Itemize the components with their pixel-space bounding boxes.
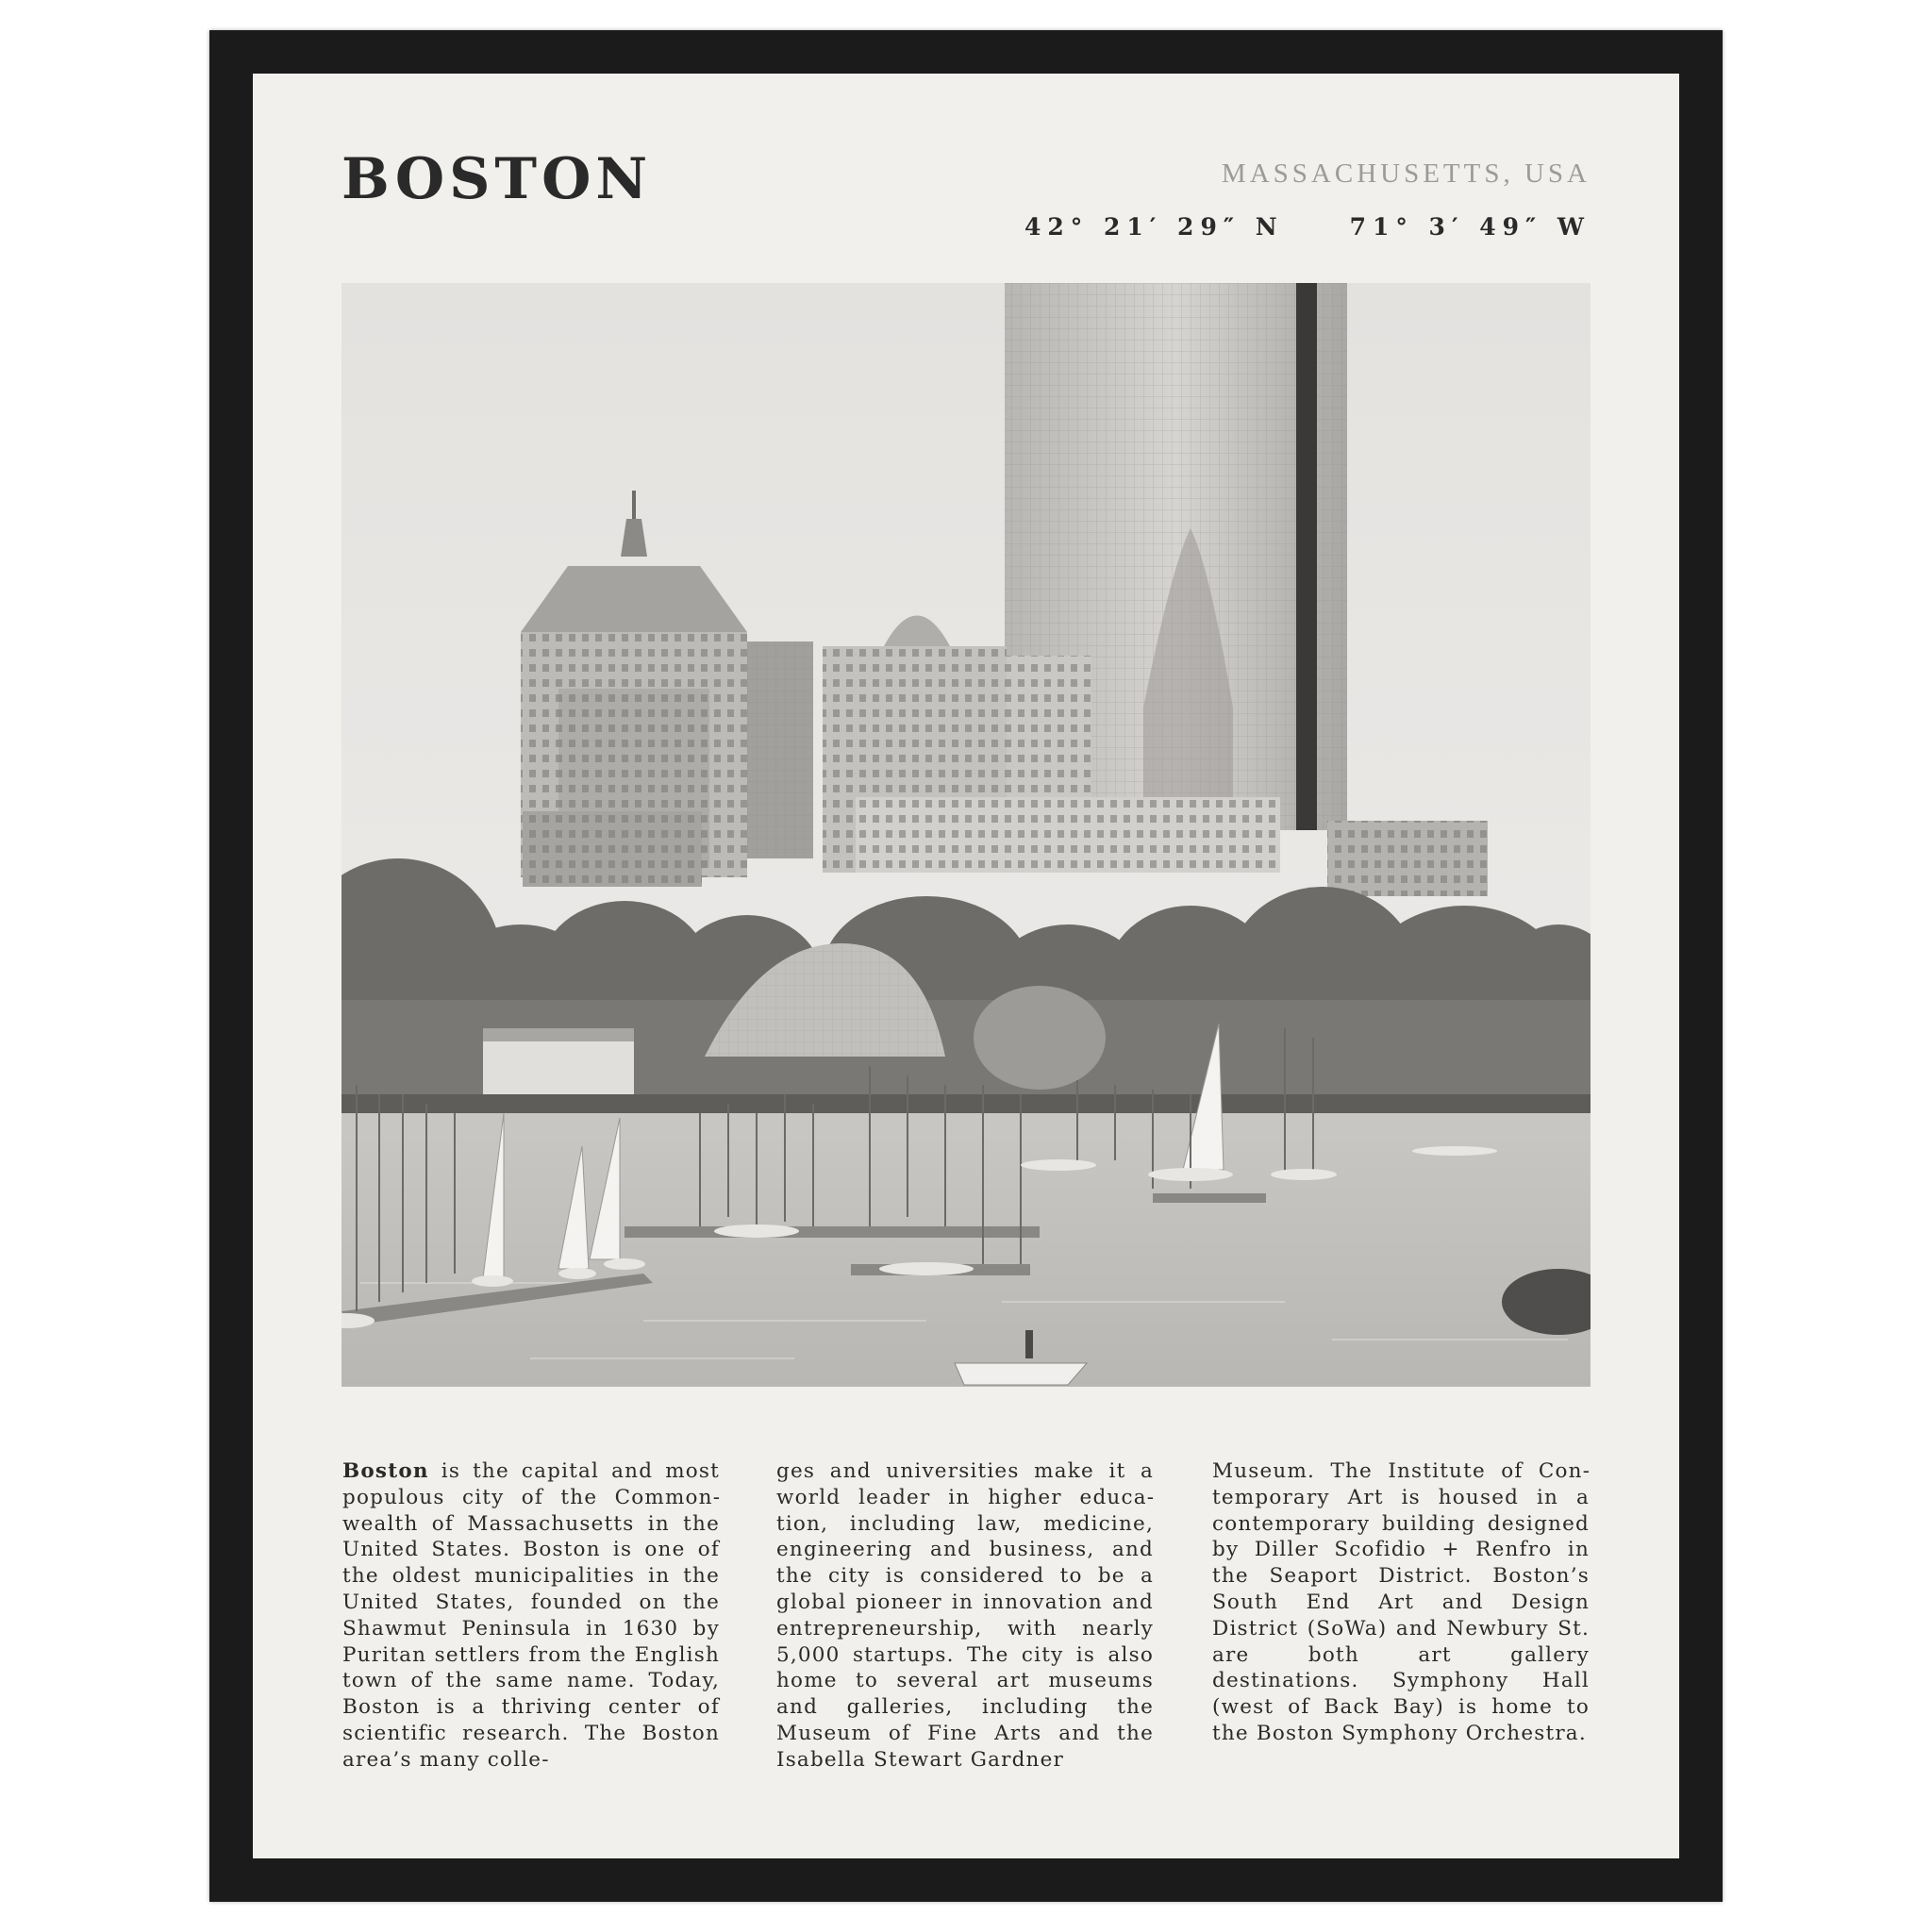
poster-paper: [253, 74, 1679, 1858]
description-column-3: Museum. The Institute of Contemporary Art is housed in a contemporary building designed by Diller Scofidio + Renfro in the Seaport District. Boston’s South End Art and Design District (SoWa) and Newbury St. are both art gallery destinations. Symphony Hall (west of Back Bay) is home to the Boston Symphony Orchestra.: [1212, 1459, 1590, 1745]
skyline-illustration: [341, 283, 1591, 1387]
description-lead: Boston: [342, 1459, 429, 1483]
city-title: BOSTON: [341, 146, 653, 212]
skyline-photo: [341, 283, 1591, 1387]
coordinates: [1024, 215, 1591, 239]
light-tree: [974, 986, 1106, 1090]
longitude: 71° 3′ 49″ W: [1349, 213, 1591, 241]
description-text-1: is the capital and most populous city of the Commonwealth of Massachusetts in the United States. Boston is one of the oldest municipalities in the United States, founded on the Shawmut Peninsula in 1630 by Puritan settlers from the English town of the same name. Today, Boston is a thriving center of scientific research. The Boston area’s many colle-: [342, 1459, 720, 1772]
latitude: 42° 21′ 29″ N: [1024, 213, 1284, 241]
description-column-2: ges and universities make it a world leader in higher education, including law, medicine, engineering and business, and the city is considered to be a global pioneer in innovation and entrepreneurship, with nearly 5,000 startups. The city is also home to several art museums and galleries, including the Museum of Fine Arts and the Isabella Stewart Gardner: [776, 1459, 1154, 1772]
river: [341, 1113, 1591, 1387]
region-label: MASSACHUSETTS, USA: [1221, 158, 1591, 189]
boathouse: [483, 1038, 634, 1094]
description-column-1: [342, 1458, 720, 1774]
